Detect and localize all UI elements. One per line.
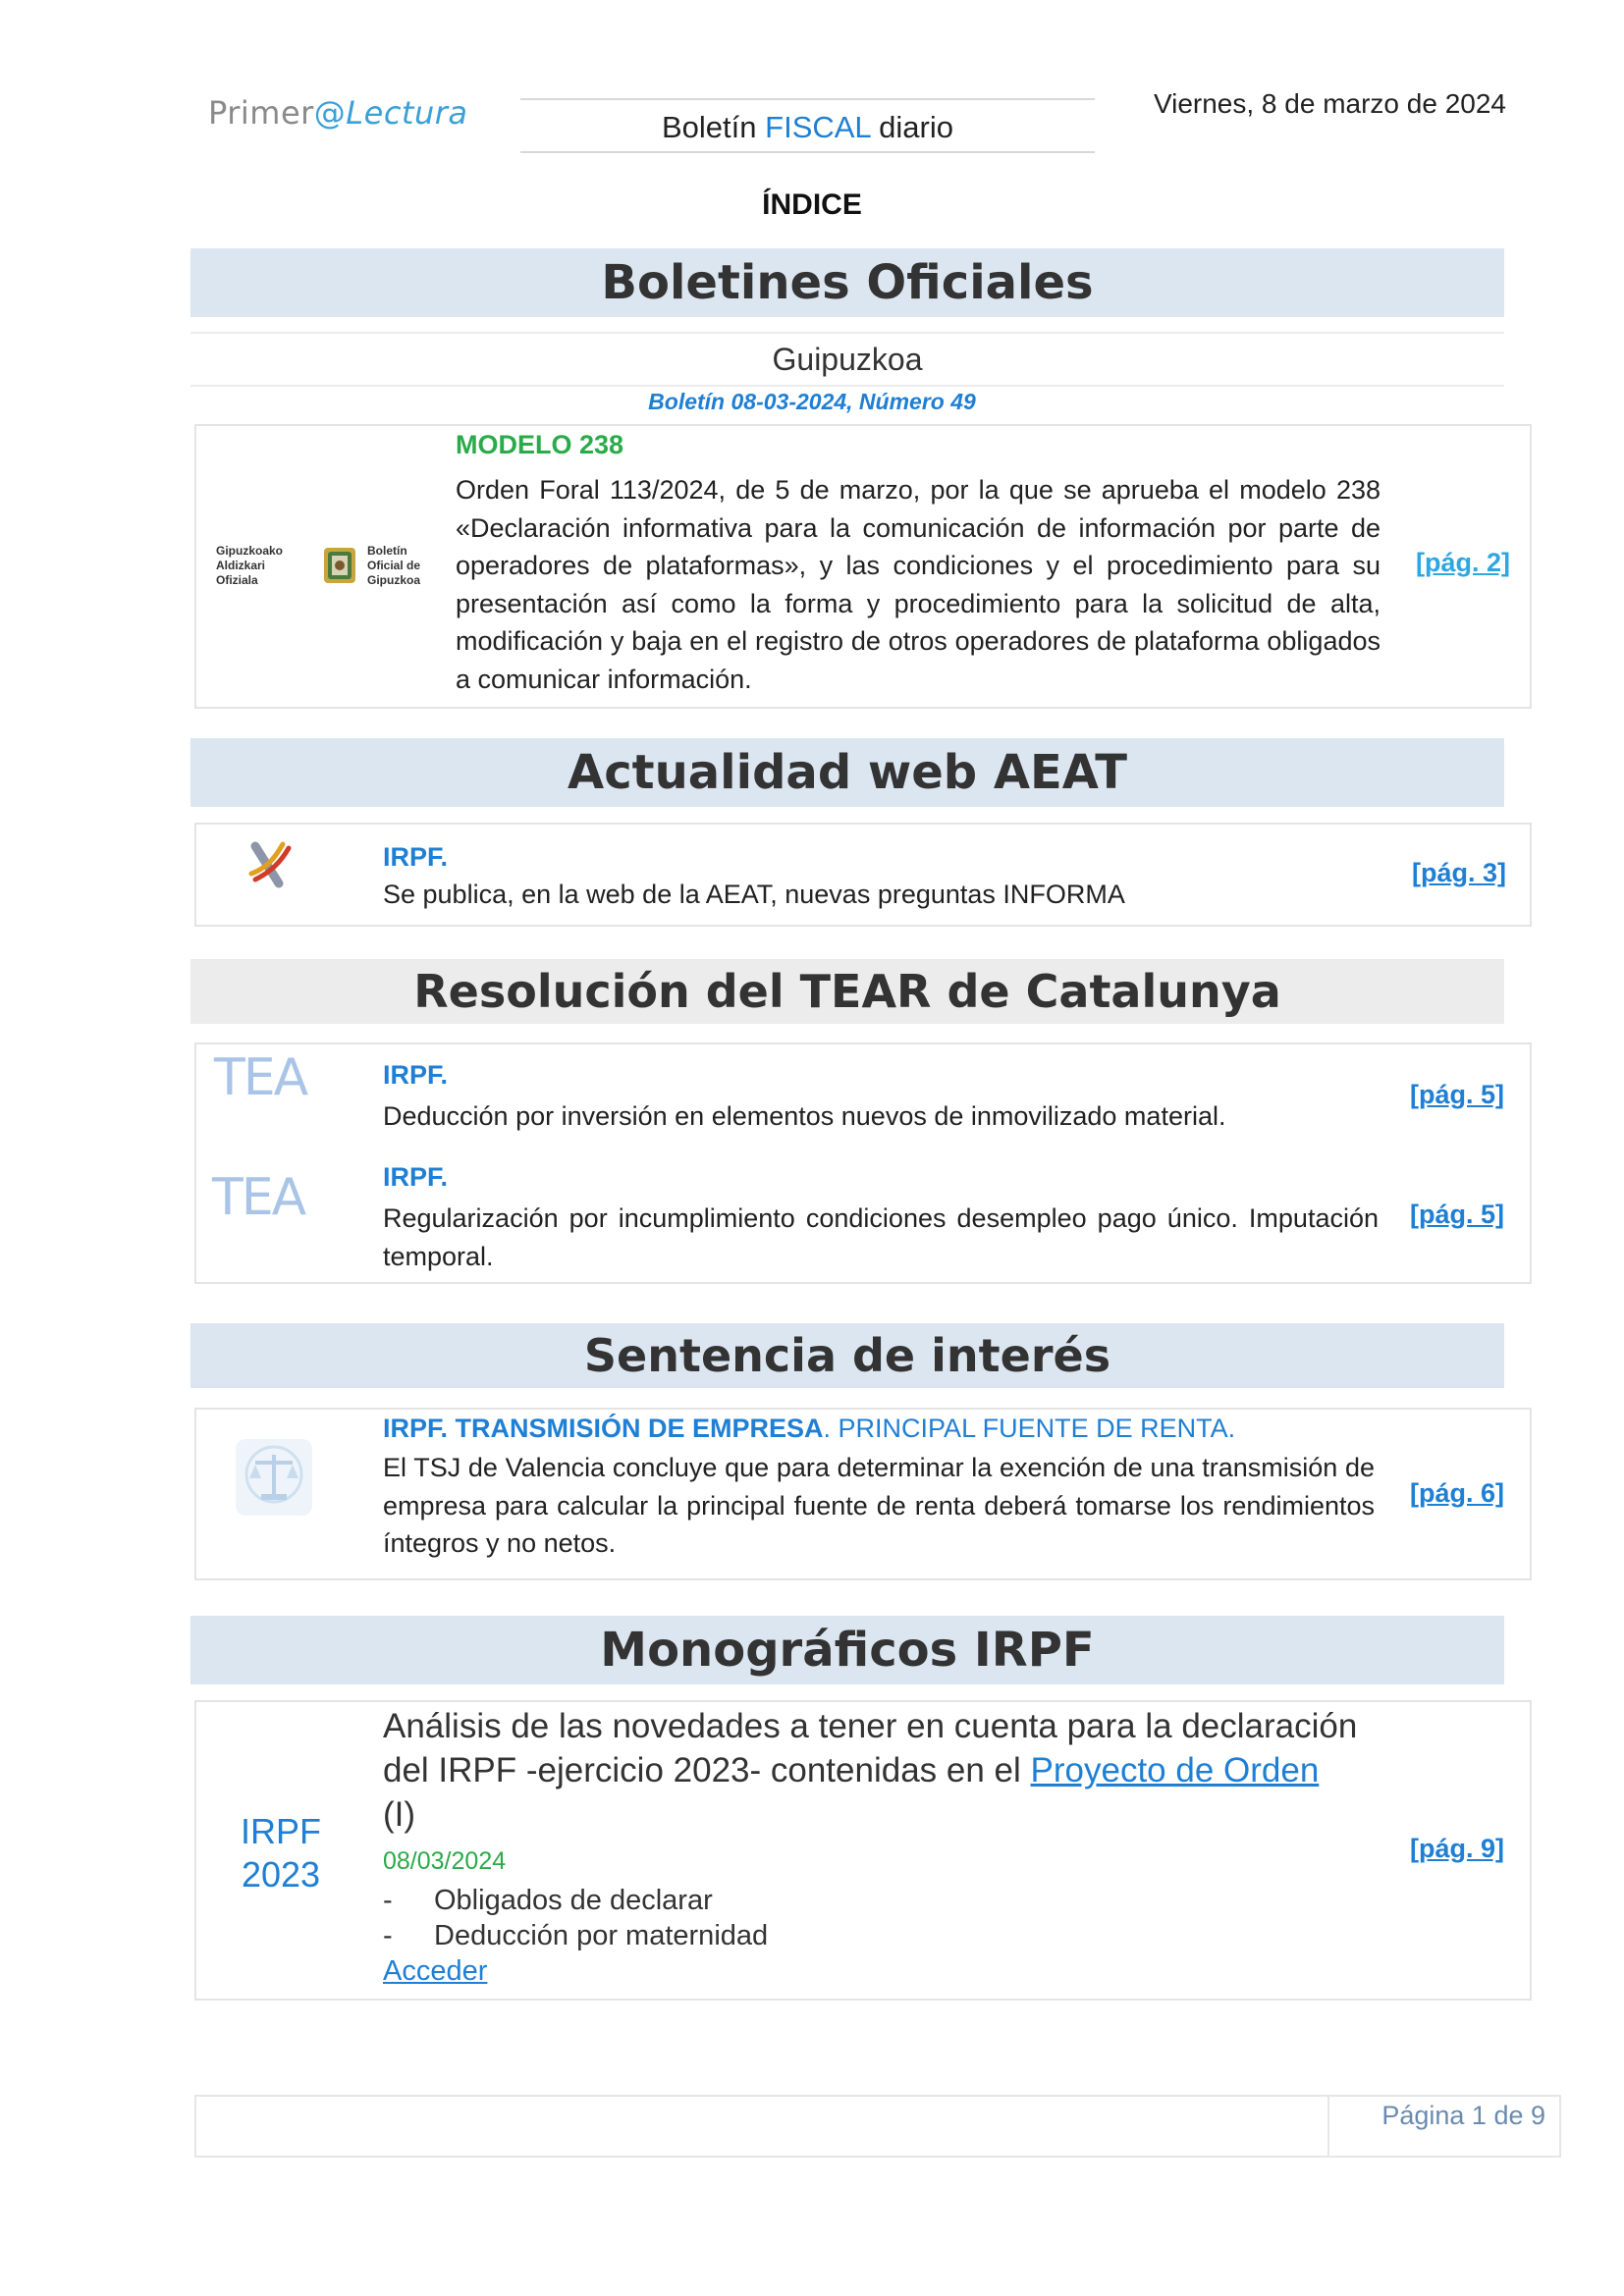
tear-card [194,1042,1532,1284]
aeat-card [194,823,1532,927]
page-number: Página 1 de 9 [1381,2101,1545,2130]
item-title-bold: IRPF. TRANSMISIÓN DE EMPRESA [383,1414,824,1443]
section-header-boletines: Boletines Oficiales [190,248,1504,317]
scales-of-justice-icon [230,1433,318,1522]
irpf-2023-label [224,1810,338,1896]
gipuzkoa-logo [216,542,432,591]
logo-left-line3: Ofiziala [216,573,258,587]
item-title: IRPF. [383,1060,449,1090]
monografico-title [383,1704,1384,1837]
page-link-2[interactable]: [pág. 2] [1416,548,1511,577]
item-text: Orden Foral 113/2024, de 5 de marzo, por la que se aprueba el modelo 238 «Declaración informativa para la comunicación de información por parte de operadores de plataformas», y las condiciones y el procedimiento para su presentación así como la forma y procedimiento para la solicitud de alta, modificación y baja en el registro de otros operadores de plataforma obligados a comunicar información. [456,475,1380,694]
item-title: IRPF. [383,842,449,872]
proyecto-de-orden-link[interactable]: Proyecto de Orden [1030,1751,1320,1789]
item-text: El TSJ de Valencia concluye que para determinar la exención de una transmisión de empresa para calcular la principal fuente de renta deberá tomarse los rendimientos íntegros y no netos. [383,1453,1375,1558]
logo-left-line1: Gipuzkoako [216,544,284,558]
logo-right-line1: Boletín [367,544,407,558]
logo-right-line3: Gipuzkoa [367,573,421,587]
aeat-logo-icon [242,834,310,893]
monografico-card [194,1700,1532,2001]
section-header-monograficos: Monográficos IRPF [190,1616,1504,1684]
bulletin-fiscal: FISCAL [765,110,871,144]
region-subtitle: Guipuzkoa [190,332,1504,387]
list-item-text: Deducción por maternidad [434,1920,769,1951]
item-text: Regularización por incumplimiento condiciones desempleo pago único. Imputación temporal. [383,1203,1379,1271]
section-header-aeat: Actualidad web AEAT [190,738,1504,807]
item-title [383,1414,1235,1444]
bulletin-suffix: diario [879,110,953,144]
sentencia-card [194,1408,1532,1580]
coat-of-arms-icon [318,544,361,587]
item-title-rest: . PRINCIPAL FUENTE DE RENTA. [823,1414,1236,1443]
acceder-link[interactable]: Acceder [383,1955,488,1987]
item-text: Se publica, en la web de la AEAT, nuevas preguntas INFORMA [383,880,1125,909]
monografico-title-end: (I) [383,1795,416,1834]
irpf-side-line1: IRPF [240,1811,321,1851]
logo-lectura: Lectura [346,94,468,132]
bulletin-prefix: Boletín [662,110,757,144]
tea-logo-icon: TEA [214,1048,307,1107]
page-link-5b[interactable]: [pág. 5] [1410,1200,1505,1229]
brand-logo [208,94,468,132]
publication-date: Viernes, 8 de marzo de 2024 [1153,88,1506,119]
page-link-5a[interactable]: [pág. 5] [1410,1080,1505,1109]
page-link-9[interactable]: [pág. 9] [1410,1834,1505,1863]
item-text: Deducción por inversión en elementos nuevos de inmovilizado material. [383,1101,1226,1131]
item-title: MODELO 238 [456,430,624,459]
index-title: ÍNDICE [762,188,862,221]
bulletin-number: Boletín 08-03-2024, Número 49 [648,389,976,414]
monografico-title-text: Análisis de las novedades a tener en cuenta para la declaración del IRPF -ejercicio 2023- contenidas en el [383,1707,1358,1789]
item-title: IRPF. [383,1162,449,1192]
logo-at: @ [313,94,347,132]
logo-right-line2: Oficial de [367,559,421,572]
monografico-date: 08/03/2024 [383,1847,507,1875]
tea-logo-icon: TEA [212,1168,305,1227]
logo-primer: Primer [208,94,314,132]
boletin-card [194,424,1532,709]
footer-box [194,2095,1561,2158]
page-link-3[interactable]: [pág. 3] [1412,858,1507,887]
list-item: - Obligados de declarar [383,1885,713,1916]
section-header-sentencia: Sentencia de interés [190,1323,1504,1388]
irpf-side-line2: 2023 [241,1854,321,1895]
list-item-text: Obligados de declarar [434,1885,713,1916]
list-item: - Deducción por maternidad [383,1920,769,1951]
page-link-6[interactable]: [pág. 6] [1410,1478,1505,1508]
logo-left-line2: Aldizkari [216,559,266,572]
bulletin-title [520,98,1095,153]
section-header-tear: Resolución del TEAR de Catalunya [190,959,1504,1024]
